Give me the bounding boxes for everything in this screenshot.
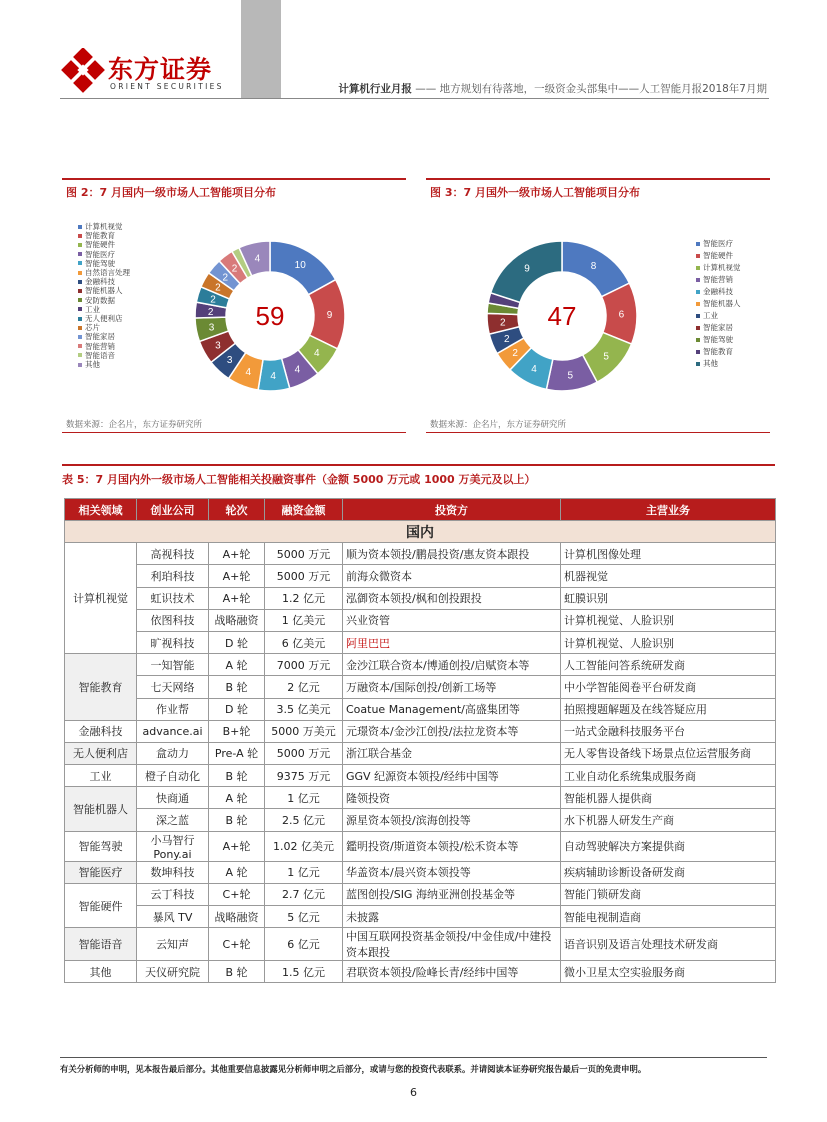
table-row [65, 883, 776, 905]
figure-2-legend-item [78, 332, 130, 341]
section-label-domestic: 国内 [65, 521, 776, 543]
footer-disclaimer: 有关分析师的申明，见本报告最后部分。其他重要信息披露见分析师申明之后部分，或请与您的投资代表联系。并请阅读本证券研究报告最后一页的免责申明。 [60, 1057, 767, 1075]
cell-round: Pre-A 轮 [209, 742, 265, 764]
figure-3-legend-item [696, 286, 741, 298]
table-row [65, 861, 776, 883]
cell-investors: 前海众微资本 [343, 565, 561, 587]
cell-amount: 3.5 亿美元 [265, 698, 343, 720]
figure-3-bottom-rule [426, 432, 770, 433]
figure-2-legend-item [78, 259, 130, 268]
legend-label: 智能营销 [703, 275, 733, 284]
cell-round: 战略融资 [209, 906, 265, 928]
cell-company: 利珀科技 [137, 565, 209, 587]
cell-business: 计算机视觉、人脸识别 [561, 609, 776, 631]
cell-company: 盒动力 [137, 742, 209, 764]
donut-slice-label: 2 [215, 282, 221, 294]
cell-field: 智能教育 [65, 654, 137, 721]
cell-round: A+轮 [209, 565, 265, 587]
donut-slice-label: 3 [226, 355, 233, 367]
cell-investors: GGV 纪源资本领投/经纬中国等 [343, 765, 561, 787]
cell-field: 金融科技 [65, 720, 137, 742]
figure-2-legend-item [78, 360, 130, 369]
legend-swatch [78, 243, 82, 247]
donut-slice-label: 5 [567, 370, 574, 382]
legend-label: 智能教育 [85, 231, 115, 241]
figure-2-legend-item [78, 342, 130, 351]
cell-business: 虹膜识别 [561, 587, 776, 609]
cell-amount: 2.5 亿元 [265, 809, 343, 831]
legend-swatch [78, 225, 82, 229]
cell-field: 智能语音 [65, 928, 137, 961]
cell-round: A+轮 [209, 587, 265, 609]
donut-slice-label: 4 [531, 364, 537, 376]
cell-business: 工业自动化系统集成服务商 [561, 765, 776, 787]
cell-investors: 金沙江联合资本/博通创投/启赋资本等 [343, 654, 561, 676]
donut-slice-label: 4 [270, 370, 276, 382]
cell-company: 小马智行 Pony.ai [137, 831, 209, 861]
cell-business: 疾病辅助诊断设备研发商 [561, 861, 776, 883]
page-number: 6 [410, 1086, 417, 1099]
cell-investors: 中国互联网投资基金领投/中金佳成/中建投资本跟投 [343, 928, 561, 961]
figure-2-source: 数据来源：企名片，东方证券研究所 [66, 420, 203, 430]
cell-amount: 1.5 亿元 [265, 961, 343, 983]
legend-label: 智能硬件 [85, 240, 115, 250]
table-row [65, 631, 776, 653]
cell-company: 高视科技 [137, 543, 209, 565]
report-subtitle: —— 地方规划有待落地，一级资金头部集中——人工智能月报2018年7月期 [415, 83, 767, 95]
legend-swatch [696, 314, 700, 318]
legend-swatch [696, 362, 700, 366]
cell-investors: Coatue Management/高盛集团等 [343, 698, 561, 720]
cell-investors: 浙江联合基金 [343, 742, 561, 764]
cell-investors: 君联资本领投/险峰长青/经纬中国等 [343, 961, 561, 983]
table-row [65, 809, 776, 831]
donut-slice-label: 3 [208, 322, 215, 334]
cell-business: 无人零售设备线下场景点位运营服务商 [561, 742, 776, 764]
report-category: 计算机行业月报 [338, 83, 412, 95]
legend-label: 金融科技 [703, 287, 733, 296]
legend-swatch [696, 326, 700, 330]
header-company: 创业公司 [137, 499, 209, 521]
figure-2-top-rule [62, 178, 406, 180]
legend-label: 智能硬件 [703, 251, 733, 260]
figure-2-legend-item [78, 305, 130, 314]
cell-round: 战略融资 [209, 609, 265, 631]
table-row [65, 765, 776, 787]
figure-3-legend-item [696, 334, 741, 346]
cell-investors: 华盖资本/晨兴资本领投等 [343, 861, 561, 883]
cell-amount: 1 亿元 [265, 787, 343, 809]
cell-investors: 隆领投资 [343, 787, 561, 809]
legend-swatch [78, 271, 82, 275]
legend-swatch [78, 280, 82, 284]
cell-company: 虹识技术 [137, 587, 209, 609]
cell-company: 暴风 TV [137, 906, 209, 928]
figure-3-legend-item [696, 262, 741, 274]
figure-3-legend-item [696, 274, 741, 286]
cell-amount: 1 亿元 [265, 861, 343, 883]
header-business: 主营业务 [561, 499, 776, 521]
cell-company: 快商通 [137, 787, 209, 809]
legend-label: 芯片 [85, 323, 100, 333]
figure-3-legend-item [696, 346, 741, 358]
legend-swatch [78, 353, 82, 357]
legend-swatch [696, 266, 700, 270]
donut-slice-label: 6 [618, 309, 625, 321]
legend-swatch [696, 242, 700, 246]
cell-field: 智能硬件 [65, 883, 137, 927]
table-row [65, 698, 776, 720]
figure-3-legend [696, 238, 741, 370]
legend-swatch [78, 234, 82, 238]
cell-company: 云丁科技 [137, 883, 209, 905]
figure-2-legend-item [78, 240, 130, 249]
investment-events-table [64, 498, 776, 983]
donut-slice-label: 2 [222, 272, 229, 284]
legend-label: 智能驾驶 [703, 335, 733, 344]
cell-amount: 1 亿美元 [265, 609, 343, 631]
cell-business: 拍照搜题解题及在线答疑应用 [561, 698, 776, 720]
legend-label: 其他 [703, 359, 718, 368]
donut-slice-label: 10 [294, 260, 306, 272]
cell-company: 天仪研究院 [137, 961, 209, 983]
figure-2 [62, 178, 406, 434]
cell-business: 语音识别及语言处理技术研发商 [561, 928, 776, 961]
cell-investors: 泓御资本领投/枫和创投跟投 [343, 587, 561, 609]
table-row [65, 787, 776, 809]
cell-amount: 2 亿元 [265, 676, 343, 698]
figure-3-legend-item [696, 322, 741, 334]
cell-amount: 1.2 亿元 [265, 587, 343, 609]
legend-label: 智能语音 [85, 350, 115, 360]
figure-2-bottom-rule [62, 432, 406, 433]
donut-slice-label: 8 [590, 261, 597, 273]
cell-investors: 阿里巴巴 [343, 631, 561, 653]
figure-2-legend-item [78, 268, 130, 277]
cell-company: 橙子自动化 [137, 765, 209, 787]
cell-field: 智能医疗 [65, 861, 137, 883]
donut-slice-label: 2 [210, 294, 216, 306]
legend-label: 智能家居 [85, 332, 115, 342]
cell-round: C+轮 [209, 928, 265, 961]
legend-label: 智能机器人 [85, 286, 123, 296]
legend-swatch [696, 254, 700, 258]
legend-label: 计算机视觉 [85, 222, 123, 231]
cell-company: 一知智能 [137, 654, 209, 676]
legend-label: 智能家居 [703, 323, 733, 332]
legend-swatch [78, 363, 82, 367]
cell-investors: 未披露 [343, 906, 561, 928]
donut-slice-label: 2 [504, 333, 510, 345]
legend-swatch [696, 290, 700, 294]
cell-round: B 轮 [209, 765, 265, 787]
cell-business: 计算机图像处理 [561, 543, 776, 565]
legend-label: 工业 [703, 311, 718, 320]
donut-slice-label: 2 [207, 306, 214, 318]
cell-business: 人工智能问答系统研发商 [561, 654, 776, 676]
cell-company: 数坤科技 [137, 861, 209, 883]
cell-investors: 顺为资本领投/鹏晨投资/惠友资本跟投 [343, 543, 561, 565]
figure-2-legend-item [78, 222, 130, 231]
cell-amount: 6 亿元 [265, 928, 343, 961]
cell-round: B+轮 [209, 720, 265, 742]
donut-slice-label: 3 [215, 340, 221, 352]
cell-business: 水下机器人研发生产商 [561, 809, 776, 831]
legend-label: 智能机器人 [703, 299, 741, 308]
figure-2-donut-chart [190, 236, 350, 396]
figure-3-source: 数据来源：企名片，东方证券研究所 [430, 420, 567, 430]
cell-amount: 5000 万元 [265, 742, 343, 764]
figure-2-legend-item [78, 314, 130, 323]
table-row [65, 676, 776, 698]
figure-3-legend-item [696, 358, 741, 370]
cell-company: 云知声 [137, 928, 209, 961]
donut-slice-label: 4 [245, 366, 252, 378]
legend-swatch [78, 252, 82, 256]
legend-swatch [78, 298, 82, 302]
figure-3-legend-item [696, 250, 741, 262]
figure-3-donut-chart [482, 236, 642, 396]
cell-field: 智能机器人 [65, 787, 137, 831]
legend-swatch [78, 317, 82, 321]
cell-round: A 轮 [209, 861, 265, 883]
legend-swatch [696, 278, 700, 282]
cell-round: D 轮 [209, 631, 265, 653]
cell-investors: 元璟资本/金沙江创投/法拉龙资本等 [343, 720, 561, 742]
legend-label: 计算机视觉 [703, 263, 741, 272]
legend-swatch [78, 326, 82, 330]
cell-business: 机器视觉 [561, 565, 776, 587]
figure-3 [426, 178, 770, 434]
donut-slice-label: 2 [231, 263, 238, 275]
donut-center-value: 59 [255, 301, 285, 331]
donut-slice-label: 4 [314, 348, 320, 360]
legend-label: 安防数据 [85, 295, 115, 305]
cell-investors: 源星资本领投/滨海创投等 [343, 809, 561, 831]
cell-business: 一站式金融科技服务平台 [561, 720, 776, 742]
donut-slice-label: 9 [524, 263, 530, 275]
legend-swatch [78, 261, 82, 265]
cell-field: 智能驾驶 [65, 831, 137, 861]
cell-business: 中小学智能阅卷平台研发商 [561, 676, 776, 698]
cell-round: A+轮 [209, 831, 265, 861]
cell-round: B 轮 [209, 809, 265, 831]
cell-company: advance.ai [137, 720, 209, 742]
cell-company: 旷视科技 [137, 631, 209, 653]
donut-slice-label: 4 [294, 364, 301, 376]
legend-label: 智能教育 [703, 347, 733, 356]
donut-slice-label: 2 [500, 317, 506, 329]
cell-amount: 7000 万元 [265, 654, 343, 676]
table-5-title: 表 5：7 月国内外一级市场人工智能相关投融资事件（金额 5000 万元或 1000 万美元及以上） [62, 464, 775, 487]
header-divider [60, 98, 769, 99]
table-row [65, 928, 776, 961]
header-round: 轮次 [209, 499, 265, 521]
cell-investors: 万融资本/国际创投/创新工场等 [343, 676, 561, 698]
table-row [65, 609, 776, 631]
cell-business: 自动驾驶解决方案提供商 [561, 831, 776, 861]
header-gray-tab [241, 0, 281, 98]
section-row-domestic [65, 521, 776, 543]
cell-company: 七天网络 [137, 676, 209, 698]
cell-investors: 兴业资管 [343, 609, 561, 631]
figure-3-top-rule [426, 178, 770, 180]
cell-business: 计算机视觉、人脸识别 [561, 631, 776, 653]
legend-label: 金融科技 [85, 277, 115, 287]
cell-amount: 1.02 亿美元 [265, 831, 343, 861]
header-investors: 投资方 [343, 499, 561, 521]
cell-investors: 蓝图创投/SIG 海纳亚洲创投基金等 [343, 883, 561, 905]
legend-swatch [696, 350, 700, 354]
legend-label: 无人便利店 [85, 314, 123, 324]
report-header-title [338, 81, 767, 96]
table-row [65, 831, 776, 861]
legend-label: 工业 [85, 304, 100, 314]
figure-2-legend [78, 222, 130, 369]
cell-amount: 9375 万元 [265, 765, 343, 787]
donut-slice-label: 4 [254, 253, 261, 265]
cell-field: 其他 [65, 961, 137, 983]
cell-round: A 轮 [209, 654, 265, 676]
table-row [65, 742, 776, 764]
cell-amount: 5000 万元 [265, 543, 343, 565]
legend-swatch [78, 307, 82, 311]
logo-mark-icon [60, 48, 106, 94]
company-name-en: ORIENT SECURITIES [110, 82, 224, 91]
cell-round: D 轮 [209, 698, 265, 720]
legend-swatch [78, 344, 82, 348]
cell-investors: 鑑明投资/斯道资本领投/松禾资本等 [343, 831, 561, 861]
donut-slice-label: 9 [326, 309, 333, 321]
table-row [65, 543, 776, 565]
cell-amount: 6 亿美元 [265, 631, 343, 653]
figure-2-legend-item [78, 286, 130, 295]
donut-slice-label: 5 [603, 351, 609, 363]
legend-label: 智能医疗 [703, 239, 733, 248]
table-header-row [65, 499, 776, 521]
donut-slice-label: 2 [512, 348, 518, 360]
legend-swatch [78, 335, 82, 339]
cell-round: B 轮 [209, 676, 265, 698]
cell-business: 智能门锁研发商 [561, 883, 776, 905]
figure-3-legend-item [696, 298, 741, 310]
legend-swatch [78, 289, 82, 293]
figure-2-legend-item [78, 351, 130, 360]
company-logo [60, 48, 106, 94]
legend-swatch [696, 338, 700, 342]
figure-2-title: 图 2：7 月国内一级市场人工智能项目分布 [66, 186, 276, 199]
table-row [65, 565, 776, 587]
cell-business: 智能电视制造商 [561, 906, 776, 928]
legend-label: 自然语言处理 [85, 268, 130, 278]
table-row [65, 654, 776, 676]
cell-company: 作业帮 [137, 698, 209, 720]
cell-amount: 5 亿元 [265, 906, 343, 928]
table-row [65, 720, 776, 742]
table-row [65, 587, 776, 609]
donut-center-value: 47 [547, 301, 577, 331]
table-row [65, 906, 776, 928]
cell-company: 深之蓝 [137, 809, 209, 831]
cell-amount: 5000 万元 [265, 565, 343, 587]
cell-field: 计算机视觉 [65, 543, 137, 654]
cell-business: 智能机器人提供商 [561, 787, 776, 809]
cell-amount: 5000 万美元 [265, 720, 343, 742]
legend-label: 智能驾驶 [85, 258, 115, 268]
cell-business: 微小卫星太空实验服务商 [561, 961, 776, 983]
figure-3-legend-item [696, 238, 741, 250]
cell-round: A 轮 [209, 787, 265, 809]
cell-field: 工业 [65, 765, 137, 787]
cell-field: 无人便利店 [65, 742, 137, 764]
cell-round: C+轮 [209, 883, 265, 905]
header-field: 相关领域 [65, 499, 137, 521]
header-amount: 融资金额 [265, 499, 343, 521]
legend-swatch [696, 302, 700, 306]
legend-label: 智能医疗 [85, 249, 115, 259]
company-name-cn: 东方证券 [108, 55, 213, 84]
figure-3-title: 图 3：7 月国外一级市场人工智能项目分布 [430, 186, 640, 199]
figure-2-legend-item [78, 250, 130, 259]
cell-amount: 2.7 亿元 [265, 883, 343, 905]
legend-label: 智能营销 [85, 341, 115, 351]
cell-round: A+轮 [209, 543, 265, 565]
figure-2-legend-item [78, 296, 130, 305]
table-row [65, 961, 776, 983]
cell-round: B 轮 [209, 961, 265, 983]
legend-label: 其他 [85, 360, 100, 370]
figure-3-legend-item [696, 310, 741, 322]
cell-company: 依图科技 [137, 609, 209, 631]
